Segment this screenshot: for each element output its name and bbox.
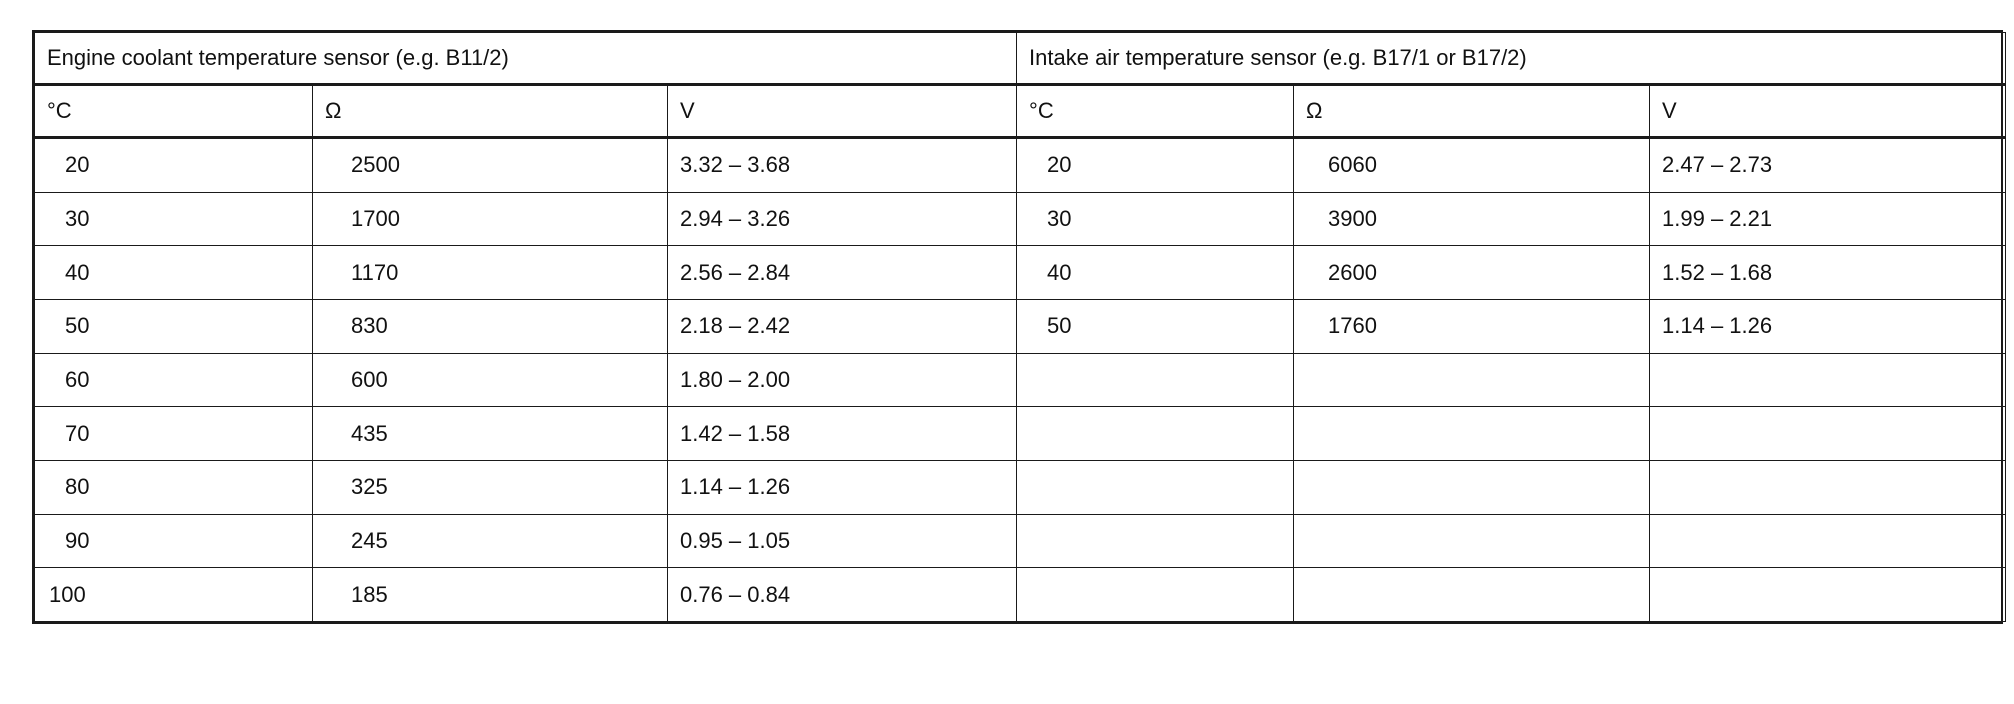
coolant-voltage-cell: 0.95 – 1.05 [668,514,1017,568]
intake-resistance-cell: 1760 [1294,299,1650,353]
intake-temp-cell: 30 [1017,192,1294,246]
table-row [35,460,2006,514]
coolant-resistance-cell: 245 [313,514,668,568]
intake-resistance-cell [1294,353,1650,407]
coolant-resistance-cell: 2500 [313,138,668,193]
intake-voltage-cell [1650,568,2006,622]
coolant-resistance-cell: 435 [313,407,668,461]
intake-voltage-cell: 1.52 – 1.68 [1650,246,2006,300]
intake-temp-header: °C [1017,85,1294,138]
intake-resistance-cell: 3900 [1294,192,1650,246]
coolant-temp-cell: 30 [35,192,313,246]
coolant-resistance-cell: 830 [313,299,668,353]
intake-resistance-cell [1294,460,1650,514]
table-row [35,353,2006,407]
sensor-spec-table [34,32,2006,622]
intake-voltage-cell: 2.47 – 2.73 [1650,138,2006,193]
coolant-resistance-cell: 1170 [313,246,668,300]
coolant-voltage-cell: 0.76 – 0.84 [668,568,1017,622]
intake-voltage-cell [1650,353,2006,407]
table-row [35,138,2006,193]
intake-resistance-cell [1294,568,1650,622]
intake-voltage-header: V [1650,85,2006,138]
intake-temp-cell [1017,353,1294,407]
coolant-resistance-header: Ω [313,85,668,138]
coolant-resistance-cell: 185 [313,568,668,622]
intake-temp-cell [1017,407,1294,461]
intake-temp-cell [1017,568,1294,622]
intake-resistance-header: Ω [1294,85,1650,138]
coolant-voltage-cell: 1.42 – 1.58 [668,407,1017,461]
coolant-temp-cell: 60 [35,353,313,407]
coolant-voltage-cell: 3.32 – 3.68 [668,138,1017,193]
intake-resistance-cell: 2600 [1294,246,1650,300]
coolant-voltage-cell: 2.18 – 2.42 [668,299,1017,353]
table-row [35,568,2006,622]
intake-resistance-cell: 6060 [1294,138,1650,193]
table-row [35,246,2006,300]
intake-temp-cell: 50 [1017,299,1294,353]
coolant-voltage-cell: 2.56 – 2.84 [668,246,1017,300]
intake-temp-cell: 40 [1017,246,1294,300]
intake-voltage-cell [1650,514,2006,568]
table-row [35,192,2006,246]
coolant-resistance-cell: 1700 [313,192,668,246]
group-title-row [35,33,2006,85]
coolant-temp-cell: 90 [35,514,313,568]
coolant-resistance-cell: 600 [313,353,668,407]
table-row [35,407,2006,461]
intake-temp-cell [1017,514,1294,568]
coolant-resistance-cell: 325 [313,460,668,514]
coolant-voltage-cell: 2.94 – 3.26 [668,192,1017,246]
intake-voltage-cell [1650,407,2006,461]
intake-voltage-cell [1650,460,2006,514]
coolant-temp-cell: 80 [35,460,313,514]
intake-resistance-cell [1294,514,1650,568]
intake-resistance-cell [1294,407,1650,461]
coolant-temp-header: °C [35,85,313,138]
coolant-sensor-title: Engine coolant temperature sensor (e.g. B11/2) [35,33,1017,85]
coolant-voltage-cell: 1.14 – 1.26 [668,460,1017,514]
column-header-row [35,85,2006,138]
coolant-temp-cell: 100 [35,568,313,622]
coolant-temp-cell: 70 [35,407,313,461]
table-row [35,299,2006,353]
table-row [35,514,2006,568]
sensor-spec-table-frame [32,30,2003,624]
intake-voltage-cell: 1.99 – 2.21 [1650,192,2006,246]
intake-air-sensor-title: Intake air temperature sensor (e.g. B17/1 or B17/2) [1017,33,2006,85]
coolant-temp-cell: 50 [35,299,313,353]
intake-temp-cell [1017,460,1294,514]
intake-temp-cell: 20 [1017,138,1294,193]
coolant-temp-cell: 20 [35,138,313,193]
coolant-voltage-cell: 1.80 – 2.00 [668,353,1017,407]
coolant-voltage-header: V [668,85,1017,138]
coolant-temp-cell: 40 [35,246,313,300]
intake-voltage-cell: 1.14 – 1.26 [1650,299,2006,353]
